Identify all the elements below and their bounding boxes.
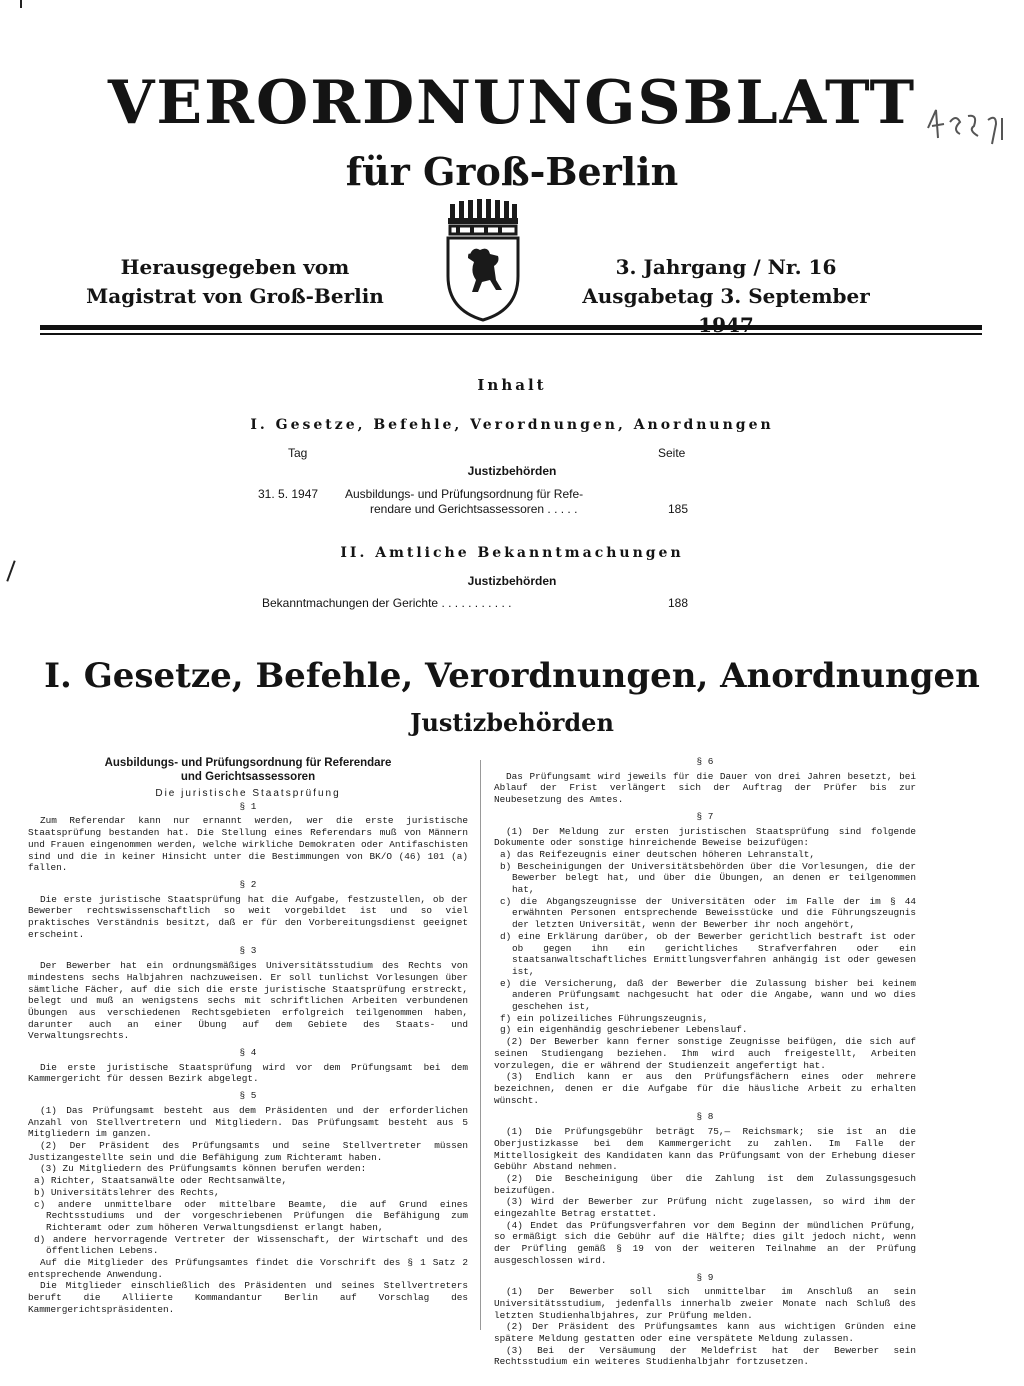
toc-col-tag: Tag bbox=[288, 446, 308, 460]
paragraph-4-label: § 4 bbox=[239, 1047, 257, 1059]
toc-part1-title: I. Gesetze, Befehle, Verordnungen, Anordnungen bbox=[250, 417, 774, 433]
paragraph-6-label: § 6 bbox=[696, 756, 714, 767]
paragraph-7-item-g: g) ein eigenhändig geschriebener Lebenslauf. bbox=[500, 1024, 748, 1036]
issue-line-2: Ausgabetag 3. September bbox=[582, 284, 870, 308]
toc-part2-title: II. Amtliche Bekanntmachungen bbox=[340, 545, 684, 561]
toc-entry1-line1: Ausbildungs- und Prüfungsordnung für Refe- bbox=[345, 487, 584, 501]
paragraph-9-label: § 9 bbox=[696, 1271, 714, 1283]
masthead-title: VERORDNUNGSBLATT bbox=[107, 68, 917, 138]
paragraph-5-item-d: d) andere hervorragende Vertreter der Wissenschaft, der Wirtschaft und des öffentlichen Lebens. bbox=[34, 1233, 468, 1257]
paragraph-7-clause-3: (3) Endlich kann er aus den Prüfungsfächern eines oder mehrere bezeichnen, denen er die Aufgabe für die häusliche Arbeit zu erhalten wünscht. bbox=[494, 1071, 916, 1106]
paragraph-7-item-e: e) die Versicherung, daß der Bewerber die Zulassung bisher bei keinem anderen Prüfungsamt nachgesucht hat oder die Angabe, wann und wo dies geschehen ist, bbox=[500, 977, 916, 1013]
paragraph-8-clause-3: (3) Wird der Bewerber zur Prüfung nicht zugelassen, so wird ihm der eingezahlte Betrag erstattet. bbox=[494, 1196, 916, 1220]
paragraph-3-label: § 3 bbox=[239, 945, 257, 957]
paragraph-8-clause-4: (4) Endet das Prüfungsverfahren vor dem Beginn der mündlichen Prüfung, so ermäßigt sich die Gebühr auf die Hälfte; dies gilt jedoch nicht, wenn der Prüfling gemäß § 19 von der weiteren Teilnahme an der Prüfung ausgeschlossen wird. bbox=[494, 1219, 916, 1266]
paragraph-5-label: § 5 bbox=[239, 1090, 257, 1102]
publisher-line-1: Herausgegeben vom bbox=[120, 255, 350, 279]
paragraph-7-item-b: b) Bescheinigungen der Universitätsbehörden über die Vorlesungen, die der Bewerber belegt hat, und über die Übungen, an denen er teilgenommen hat, bbox=[500, 860, 916, 896]
paragraph-7-item-c: c) die Abgangszeugnisse der Universitäten oder im Falle der im § 44 erwähnten Personen entsprechende Beweisstücke und die Führungszeugnis der letzten Universität, wenn der Bewerber ihr noch angehört, bbox=[500, 895, 916, 931]
paragraph-5-clause-1: (1) Das Prüfungsamt besteht aus dem Präsidenten und der erforderlichen Anzahl von Stellvertretern und Mitgliedern. Das Prüfungsamt besteht aus 5 Mitgliedern im ganzen. bbox=[28, 1104, 468, 1140]
paragraph-7-item-f: f) ein polizeiliches Führungszeugnis, bbox=[500, 1012, 709, 1024]
toc-entry2-text: Bekanntmachungen der Gerichte . . . . . . . . . . . bbox=[262, 596, 512, 610]
left-column bbox=[28, 756, 468, 1316]
paragraph-6-text: Das Prüfungsamt wird jeweils für die Dauer von drei Jahren besetzt, bei Ablauf der Frist verlängert sich der Auftrag der Prüfer bis zur Neubesetzung des Amtes. bbox=[494, 770, 916, 806]
paragraph-9-clause-1: (1) Der Bewerber soll sich unmittelbar im Anschluß an sein Universitätsstudium, jedenfalls innerhalb zweier Monate nach Schluß des letzten Studienhalbjahres, zur Prüfung melden. bbox=[494, 1286, 916, 1321]
document-title-line-2: und Gerichtsassessoren bbox=[180, 771, 316, 783]
right-column bbox=[494, 756, 916, 1368]
toc-entry1-page: 185 bbox=[668, 502, 689, 516]
handwritten-note bbox=[918, 98, 1013, 150]
authority-title: Justizbehörden bbox=[410, 708, 614, 737]
paragraph-5-clause-2: (2) Der Präsident des Prüfungsamts und seine Stellvertreter müssen Justizangestellte sein und die Befähigung zum Richteramt haben. bbox=[28, 1139, 468, 1163]
paragraph-8-label: § 8 bbox=[696, 1111, 714, 1123]
document-title-line-1: Ausbildungs- und Prüfungsordnung für Referendare bbox=[104, 757, 392, 769]
paragraph-1-label: § 1 bbox=[239, 800, 257, 812]
paragraph-9-clause-3: (3) Bei der Versäumung der Meldefrist hat der Bewerber sein Rechtsstudium ein weiteres Studienhalbjahr fortzusetzen. bbox=[494, 1344, 916, 1368]
paragraph-3-text: Der Bewerber hat ein ordnungsmäßiges Universitätsstudium des Rechts von mindestens sechs Halbjahren nachzuweisen. Er soll tunlichst Vorlesungen über sämtliche Fächer, auf die sich die erste juristische Staatsprüfung erstreckt, belegt und muß an wenigstens sechs mit schriftlichen Arbeiten verbundenen Übungen aus verschiedenen Rechtsgebieten erfolgreich teilgenommen haben, darunter auch an einer Übung auf dem Gebiete des Staats- und Verwaltungsrechts. bbox=[28, 960, 468, 1042]
paragraph-7-item-d: d) eine Erklärung darüber, ob der Bewerber gerichtlich bestraft ist oder ob gegen ihn ein gerichtliches Strafverfahren oder ein staatsanwaltschaftliches Ermittlungsverfahren anhängig ist oder gewesen ist, bbox=[500, 930, 916, 977]
toc-entry1-line2: rendare und Gerichtsassessoren . . . . . bbox=[370, 502, 578, 516]
paragraph-7-clause-2: (2) Der Bewerber kann ferner sonstige Zeugnisse beifügen, die sich auf seinen Studiengang beziehen. Ihm wird auch freigestellt, Arbeiten vorzulegen, die er während der Studienzeit angefertigt hat. bbox=[494, 1036, 916, 1071]
part-title: I. Gesetze, Befehle, Verordnungen, Anordnungen bbox=[44, 656, 980, 696]
paragraph-2-text: Die erste juristische Staatsprüfung hat die Aufgabe, festzustellen, ob der Bewerber rechtswissenschaftlich so weit vorgebildet ist und so viel praktisches Verständnis besitzt, daß er für den Vorbereitungsdienst geeignet erscheint. bbox=[28, 893, 468, 940]
scan-mark bbox=[20, 0, 22, 8]
paragraph-1-text: Zum Referendar kann nur ernannt werden, wer die erste juristische Staatsprüfung bestanden hat. Die Stellung eines Referendars muß von Männern und Frauen eingenommen werden, welche wirkliche Demokraten oder Antifaschisten sind und die in keiner Hinsicht unter die Bestimmungen von BK/O (46) 101 (a) fallen. bbox=[28, 815, 468, 874]
paragraph-5-item-b: b) Universitätslehrer des Rechts, bbox=[34, 1186, 220, 1198]
publisher-line-2: Magistrat von Groß-Berlin bbox=[86, 284, 384, 308]
publisher-block bbox=[75, 253, 395, 311]
paragraph-7-label: § 7 bbox=[696, 810, 714, 822]
toc-col-seite: Seite bbox=[658, 446, 686, 460]
paragraph-2-label: § 2 bbox=[239, 878, 257, 890]
berlin-coat-of-arms-icon bbox=[440, 198, 526, 323]
issue-line-1: 3. Jahrgang / Nr. 16 bbox=[615, 255, 837, 279]
masthead-subtitle: für Groß-Berlin bbox=[345, 149, 679, 194]
paragraph-4-text: Die erste juristische Staatsprüfung wird vor dem Prüfungsamt bei dem Kammergericht für dessen Bezirk abgelegt. bbox=[28, 1061, 468, 1085]
toc-heading: Inhalt bbox=[477, 376, 547, 394]
paragraph-5-item-a: a) Richter, Staatsanwälte oder Rechtsanwälte, bbox=[34, 1175, 288, 1187]
paragraph-5-clause-3: (3) Zu Mitgliedern des Prüfungsamts können berufen werden: bbox=[40, 1163, 367, 1175]
toc-part2-authority: Justizbehörden bbox=[467, 574, 557, 588]
header-rule-thick bbox=[40, 325, 982, 330]
paragraph-7-clause-1: (1) Der Meldung zur ersten juristischen Staatsprüfung sind folgende Dokumente oder sonstige hinreichende Beweise beizufügen: bbox=[494, 825, 916, 849]
column-divider bbox=[480, 760, 481, 1330]
toc-entry2-page: 188 bbox=[668, 596, 689, 610]
paragraph-5-clause-5: Die Mitglieder einschließlich des Präsidenten und seines Stellvertreters beruft die Alliierte Kommandantur Berlin auf Vorschlag des Kammergerichtspräsidenten. bbox=[28, 1280, 468, 1315]
paragraph-8-clause-2: (2) Die Bescheinigung über die Zahlung ist dem Zulassungsgesuch beizufügen. bbox=[494, 1172, 916, 1196]
paragraph-5-clause-4: Auf die Mitglieder des Prüfungsamtes findet die Vorschrift des § 1 Satz 2 entsprechende Anwendung. bbox=[28, 1257, 468, 1280]
section-heading: Die juristische Staatsprüfung bbox=[155, 788, 341, 799]
toc-part1-authority: Justizbehörden bbox=[467, 464, 557, 478]
paragraph-7-item-a: a) das Reifezeugnis einer deutschen höheren Lehranstalt, bbox=[500, 848, 816, 860]
paragraph-5-item-c: c) andere unmittelbare oder mittelbare Beamte, die auf Grund eines Rechtsstudiums und der vorgeschriebenen Prüfungen die Befähigung zum Richteramt oder zum höheren Verwaltungsdienst erlangt haben, bbox=[34, 1198, 468, 1233]
toc-entry1-date: 31. 5. 1947 bbox=[258, 487, 319, 501]
header-rule-thin bbox=[40, 333, 982, 335]
paragraph-8-clause-1: (1) Die Prüfungsgebühr beträgt 75,— Reichsmark; sie ist an die Oberjustizkasse bei dem Kammergericht zu zahlen. Im Falle der Mittellosigkeit des Kandidaten kann das Prüfungsamt von der Erhebung dieser Gebühr Abstand nehmen. bbox=[494, 1126, 916, 1173]
paragraph-9-clause-2: (2) Der Präsident des Prüfungsamtes kann aus wichtigen Gründen eine spätere Meldung gestatten oder eine verspätete Meldung zulassen. bbox=[494, 1321, 916, 1345]
